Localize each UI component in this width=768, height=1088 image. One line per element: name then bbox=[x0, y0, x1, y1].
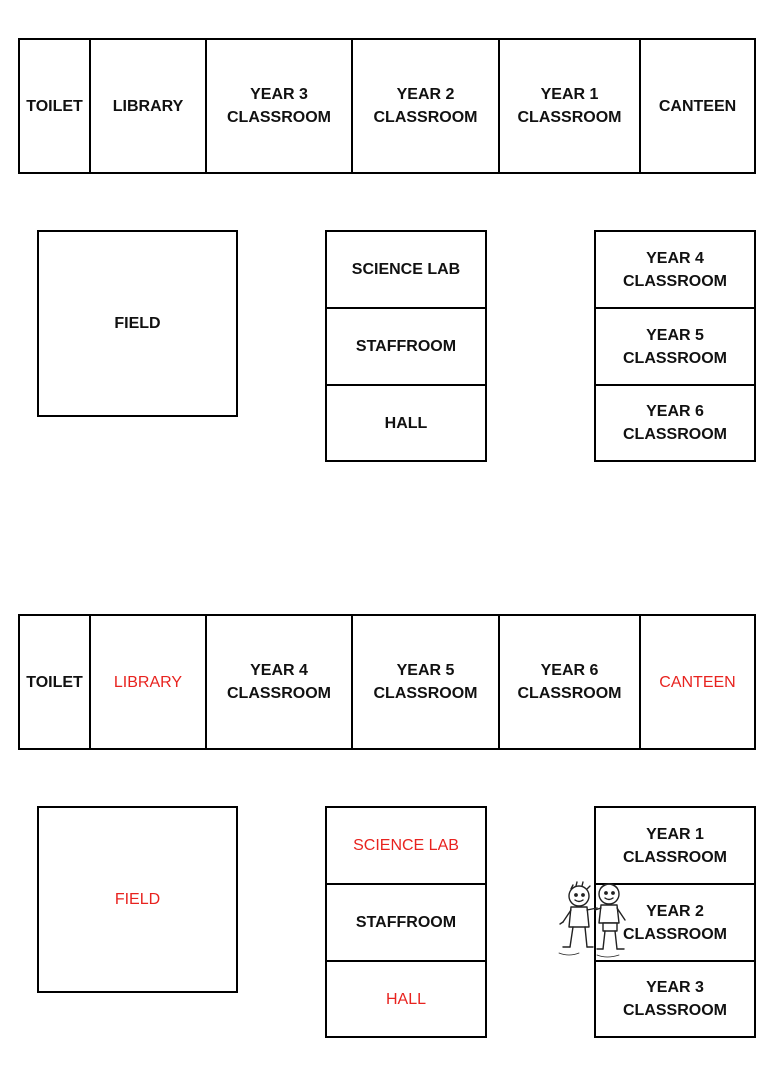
room-canteen bbox=[639, 38, 756, 174]
room-label: YEAR 5 CLASSROOM bbox=[623, 326, 727, 367]
room-label: HALL bbox=[384, 414, 428, 432]
room-label: YEAR 2 CLASSROOM bbox=[373, 86, 478, 126]
room-classroom-f bbox=[594, 960, 756, 1038]
room-classroom-c bbox=[498, 614, 641, 750]
room-science-lab bbox=[325, 806, 487, 885]
room-label: FIELD bbox=[114, 891, 161, 908]
room-classroom-e bbox=[594, 307, 756, 386]
room-label: YEAR 6 CLASSROOM bbox=[517, 662, 622, 702]
room-toilet bbox=[18, 38, 91, 174]
room-label: TOILET bbox=[26, 97, 83, 115]
room-canteen bbox=[639, 614, 756, 750]
room-library bbox=[89, 38, 207, 174]
room-label: YEAR 1 CLASSROOM bbox=[517, 86, 622, 126]
room-classroom-b bbox=[351, 38, 500, 174]
room-field bbox=[37, 230, 238, 417]
room-label: LIBRARY bbox=[112, 97, 184, 115]
room-classroom-a bbox=[205, 38, 353, 174]
room-classroom-f bbox=[594, 384, 756, 462]
room-label: YEAR 6 CLASSROOM bbox=[623, 403, 727, 443]
room-label: YEAR 4 CLASSROOM bbox=[227, 662, 331, 702]
room-label: CANTEEN bbox=[659, 673, 736, 691]
room-staffroom bbox=[325, 307, 487, 386]
school-map-2 bbox=[0, 576, 768, 1088]
room-library bbox=[89, 614, 207, 750]
room-classroom-b bbox=[351, 614, 500, 750]
room-label: STAFFROOM bbox=[355, 914, 457, 931]
room-label: FIELD bbox=[114, 315, 161, 332]
room-label: LIBRARY bbox=[113, 673, 183, 691]
two-children-icon bbox=[553, 880, 637, 964]
school-map-1 bbox=[0, 0, 768, 512]
room-classroom-a bbox=[205, 614, 353, 750]
room-label: YEAR 3 CLASSROOM bbox=[623, 979, 727, 1019]
room-field bbox=[37, 806, 238, 993]
room-label: SCIENCE LAB bbox=[353, 837, 459, 854]
room-label: CANTEEN bbox=[658, 97, 737, 115]
room-label: SCIENCE LAB bbox=[351, 261, 461, 278]
room-label: YEAR 3 CLASSROOM bbox=[227, 86, 331, 126]
room-science-lab bbox=[325, 230, 487, 309]
room-hall bbox=[325, 960, 487, 1038]
room-label: YEAR 5 CLASSROOM bbox=[373, 662, 478, 702]
room-classroom-d bbox=[594, 806, 756, 885]
room-toilet bbox=[18, 614, 91, 750]
room-staffroom bbox=[325, 883, 487, 962]
room-label: YEAR 4 CLASSROOM bbox=[623, 249, 727, 290]
room-label: YEAR 2 CLASSROOM bbox=[623, 902, 727, 943]
room-hall bbox=[325, 384, 487, 462]
room-label: YEAR 1 CLASSROOM bbox=[623, 825, 727, 866]
room-label: TOILET bbox=[26, 673, 83, 691]
room-label: HALL bbox=[385, 990, 427, 1008]
room-label: STAFFROOM bbox=[355, 338, 457, 355]
room-classroom-c bbox=[498, 38, 641, 174]
room-classroom-d bbox=[594, 230, 756, 309]
